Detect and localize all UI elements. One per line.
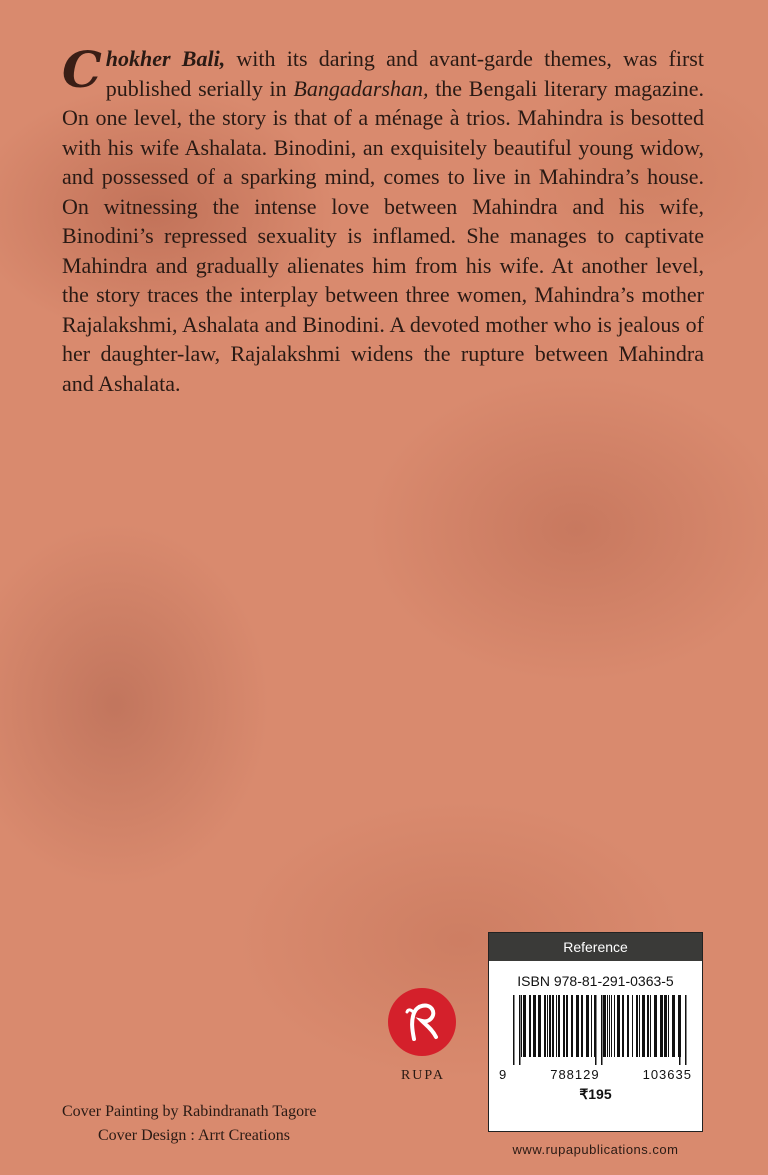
barcode-bar — [566, 995, 568, 1057]
design-credit: Cover Design : Arrt Creations — [98, 1127, 290, 1144]
barcode-digits — [499, 1067, 692, 1082]
back-cover-blurb — [62, 40, 704, 398]
barcode-guard-bar — [601, 995, 603, 1065]
barcode-bar — [552, 995, 554, 1057]
barcode-digit-first: 9 — [499, 1067, 508, 1082]
cover-credits — [62, 1100, 362, 1148]
barcode-bar — [647, 995, 649, 1057]
barcode-bar — [558, 995, 560, 1057]
barcode-bar — [664, 995, 667, 1057]
blurb-text-2: the Bengali literary magazine. On one level, the story is that of a ménage à trios. Mahindra is besotted with his wife Ashalata. Binodini, an exquisitely beautiful young widow, and possessed of a sparking mind, comes to live in Mahindra’s house. On witnessing the intense love between Mahindra and his wife, Binodini’s repressed sexuality is inflamed. She manages to captivate Mahindra and gradually alienates him from his wife. At another level, the story traces the interplay between three women, Mahindra’s mother Rajalakshmi, Ashalata and Binodini. A devoted mother who is jealous of her daughter-law, Rajalakshmi widens the rupture between Mahindra and Ashalata. — [62, 75, 704, 396]
blurb-text-1: with its daring and avant-garde themes, was first published serially in — [105, 46, 704, 101]
barcode-bar — [603, 995, 606, 1057]
barcode-bar — [529, 995, 531, 1057]
barcode-bar — [538, 995, 541, 1057]
price: ₹195 — [579, 1086, 612, 1102]
barcode-bar — [614, 995, 615, 1057]
painting-credit: Cover Painting by Rabindranath Tagore — [62, 1103, 317, 1120]
publisher-website: www.rupapublications.com — [512, 1142, 679, 1157]
barcode-bar — [581, 995, 583, 1057]
barcode-bar — [642, 995, 645, 1057]
barcode-guard-bar — [679, 995, 681, 1065]
barcode-bar — [521, 995, 522, 1057]
barcode-bars — [509, 995, 689, 1065]
barcode-bar — [547, 995, 548, 1057]
rupa-logo-icon — [388, 988, 456, 1056]
barcode-bar — [636, 995, 638, 1057]
barcode-bar — [672, 995, 675, 1057]
barcode-bar — [609, 995, 610, 1057]
barcode-bar — [533, 995, 536, 1057]
rupa-logo-mark-icon — [402, 999, 442, 1045]
barcode-bar — [650, 995, 651, 1057]
barcode-guard-bar — [595, 995, 597, 1065]
barcode-bar — [668, 995, 669, 1057]
barcode-guard-bar — [685, 995, 687, 1065]
barcode-bar — [660, 995, 663, 1057]
barcode-bar — [627, 995, 629, 1057]
barcode-bar — [549, 995, 551, 1057]
barcode-bar — [556, 995, 557, 1057]
barcode-bar — [591, 995, 592, 1057]
publisher-name: RUPA — [400, 1068, 446, 1083]
category-label: Reference — [489, 933, 702, 961]
isbn-text: ISBN 978-81-291-0363-5 — [517, 973, 674, 989]
barcode-bar — [563, 995, 565, 1057]
barcode-digits-group1: 788129 — [550, 1067, 600, 1082]
barcode-bar — [544, 995, 546, 1057]
barcode-bar — [639, 995, 640, 1057]
barcode-bar — [632, 995, 633, 1057]
book-title: hokher Bali, — [105, 46, 226, 71]
barcode-bar — [571, 995, 573, 1057]
barcode-guard-bar — [513, 995, 515, 1065]
barcode-bar — [607, 995, 608, 1057]
magazine-name: Bangadarshan, — [293, 75, 429, 101]
barcode-panel — [488, 932, 703, 1132]
barcode-bar — [594, 995, 595, 1057]
barcode-bar — [654, 995, 657, 1057]
barcode-digits-group2: 103635 — [642, 1067, 692, 1082]
barcode-bar — [586, 995, 589, 1057]
drop-cap: C — [62, 40, 102, 99]
barcode-bar — [611, 995, 612, 1057]
barcode-bar — [523, 995, 526, 1057]
barcode-guard-bar — [519, 995, 521, 1065]
barcode-bar — [617, 995, 620, 1057]
barcode — [509, 995, 689, 1065]
barcode-bar — [576, 995, 579, 1057]
barcode-bar — [622, 995, 624, 1057]
